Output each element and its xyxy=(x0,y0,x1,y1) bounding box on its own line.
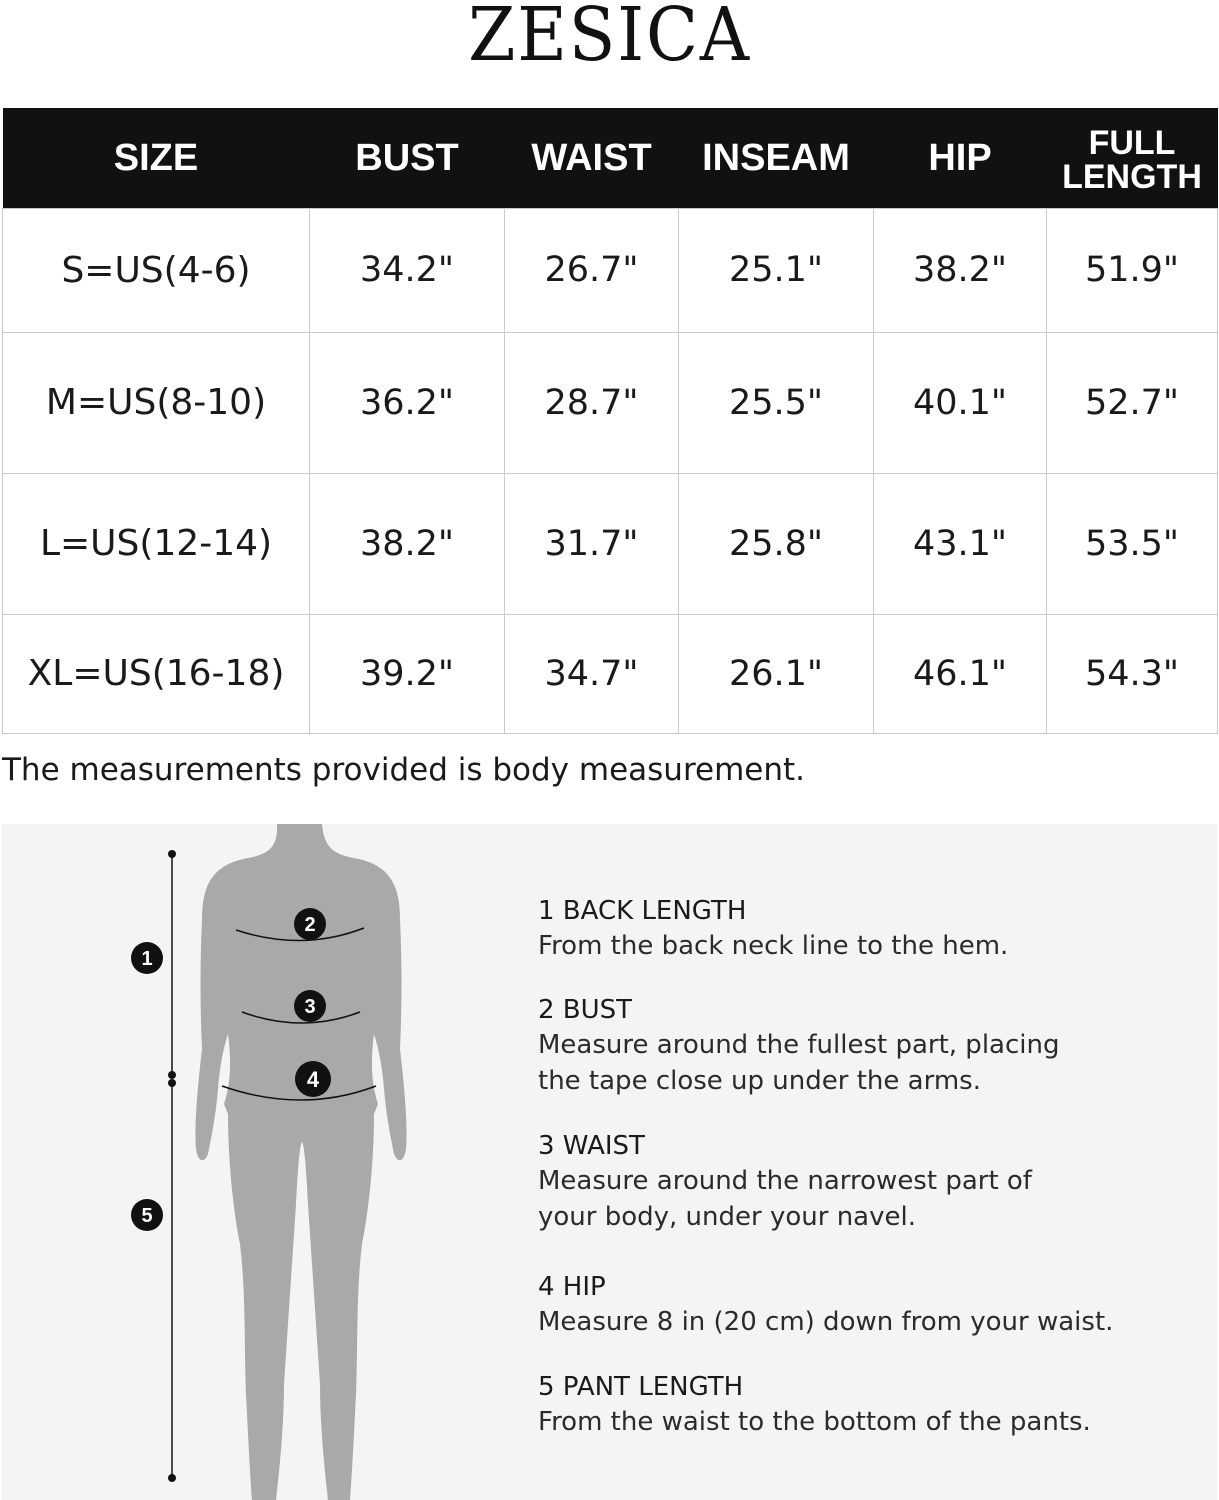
full-length-cell: 52.7" xyxy=(1047,332,1218,473)
waist-cell: 26.7" xyxy=(505,208,679,332)
table-row xyxy=(3,208,1218,332)
legend-title: 1 BACK LENGTH xyxy=(538,896,747,926)
bust-cell: 39.2" xyxy=(310,614,505,733)
column-header-inseam: INSEAM xyxy=(679,108,874,208)
column-header-bust: BUST xyxy=(310,108,505,208)
table-row xyxy=(3,332,1218,473)
legend-item-back-length xyxy=(538,894,1008,964)
measurement-guide-panel xyxy=(2,824,1217,1500)
inseam-cell: 25.1" xyxy=(679,208,874,332)
size-cell: S=US(4-6) xyxy=(3,208,310,332)
column-header-full-length-line1: FULL xyxy=(1088,123,1176,162)
bust-cell: 34.2" xyxy=(310,208,505,332)
legend-desc: From the waist to the bottom of the pants. xyxy=(538,1407,1091,1437)
marker-3 xyxy=(294,990,326,1022)
legend-desc: Measure around the fullest part, placing xyxy=(538,1030,1060,1060)
inseam-cell: 26.1" xyxy=(679,614,874,733)
legend-desc: your body, under your navel. xyxy=(538,1202,916,1232)
bust-cell: 36.2" xyxy=(310,332,505,473)
size-cell: L=US(12-14) xyxy=(3,473,310,614)
legend-desc: From the back neck line to the hem. xyxy=(538,931,1009,961)
inseam-cell: 25.5" xyxy=(679,332,874,473)
legend-title: 5 PANT LENGTH xyxy=(538,1372,744,1402)
legend-item-waist xyxy=(538,1129,1032,1235)
svg-text:1: 1 xyxy=(141,948,153,970)
waist-cell: 34.7" xyxy=(505,614,679,733)
size-cell: M=US(8-10) xyxy=(3,332,310,473)
legend-desc: Measure 8 in (20 cm) down from your waist. xyxy=(538,1307,1114,1337)
column-header-full-length-line2: LENGTH xyxy=(1062,157,1202,196)
inseam-cell: 25.8" xyxy=(679,473,874,614)
svg-text:4: 4 xyxy=(306,1067,320,1092)
hip-cell: 40.1" xyxy=(874,332,1047,473)
measurement-note: The measurements provided is body measurement. xyxy=(2,752,806,788)
legend-title: 2 BUST xyxy=(538,995,633,1025)
legend-item-pant-length xyxy=(538,1370,1091,1440)
hip-cell: 46.1" xyxy=(874,614,1047,733)
table-row xyxy=(3,614,1218,733)
marker-5 xyxy=(131,1199,163,1231)
waist-cell: 28.7" xyxy=(505,332,679,473)
full-length-cell: 53.5" xyxy=(1047,473,1218,614)
bust-cell: 38.2" xyxy=(310,473,505,614)
column-header-hip: HIP xyxy=(874,108,1047,208)
hip-cell: 38.2" xyxy=(874,208,1047,332)
marker-4 xyxy=(295,1061,331,1097)
size-cell: XL=US(16-18) xyxy=(3,614,310,733)
brand-logo: ZESICA xyxy=(468,0,751,78)
legend-item-bust xyxy=(538,993,1059,1099)
column-header-waist: WAIST xyxy=(505,108,679,208)
legend-title: 4 HIP xyxy=(538,1272,606,1302)
marker-1 xyxy=(131,942,163,974)
table-row xyxy=(3,473,1218,614)
legend-desc: the tape close up under the arms. xyxy=(538,1066,981,1096)
table-header-row xyxy=(3,108,1218,208)
svg-text:2: 2 xyxy=(304,914,316,936)
size-chart-table xyxy=(2,108,1218,734)
legend-desc: Measure around the narrowest part of xyxy=(538,1166,1032,1196)
full-length-cell: 51.9" xyxy=(1047,208,1218,332)
hip-cell: 43.1" xyxy=(874,473,1047,614)
legend-title: 3 WAIST xyxy=(538,1131,645,1161)
waist-cell: 31.7" xyxy=(505,473,679,614)
marker-2 xyxy=(294,908,326,940)
legend-item-hip xyxy=(538,1270,1113,1340)
column-header-size: SIZE xyxy=(3,108,310,208)
body-measurement-figure xyxy=(2,824,522,1500)
svg-text:3: 3 xyxy=(304,996,316,1018)
svg-text:5: 5 xyxy=(141,1205,153,1227)
column-header-full-length xyxy=(1047,108,1218,208)
full-length-cell: 54.3" xyxy=(1047,614,1218,733)
